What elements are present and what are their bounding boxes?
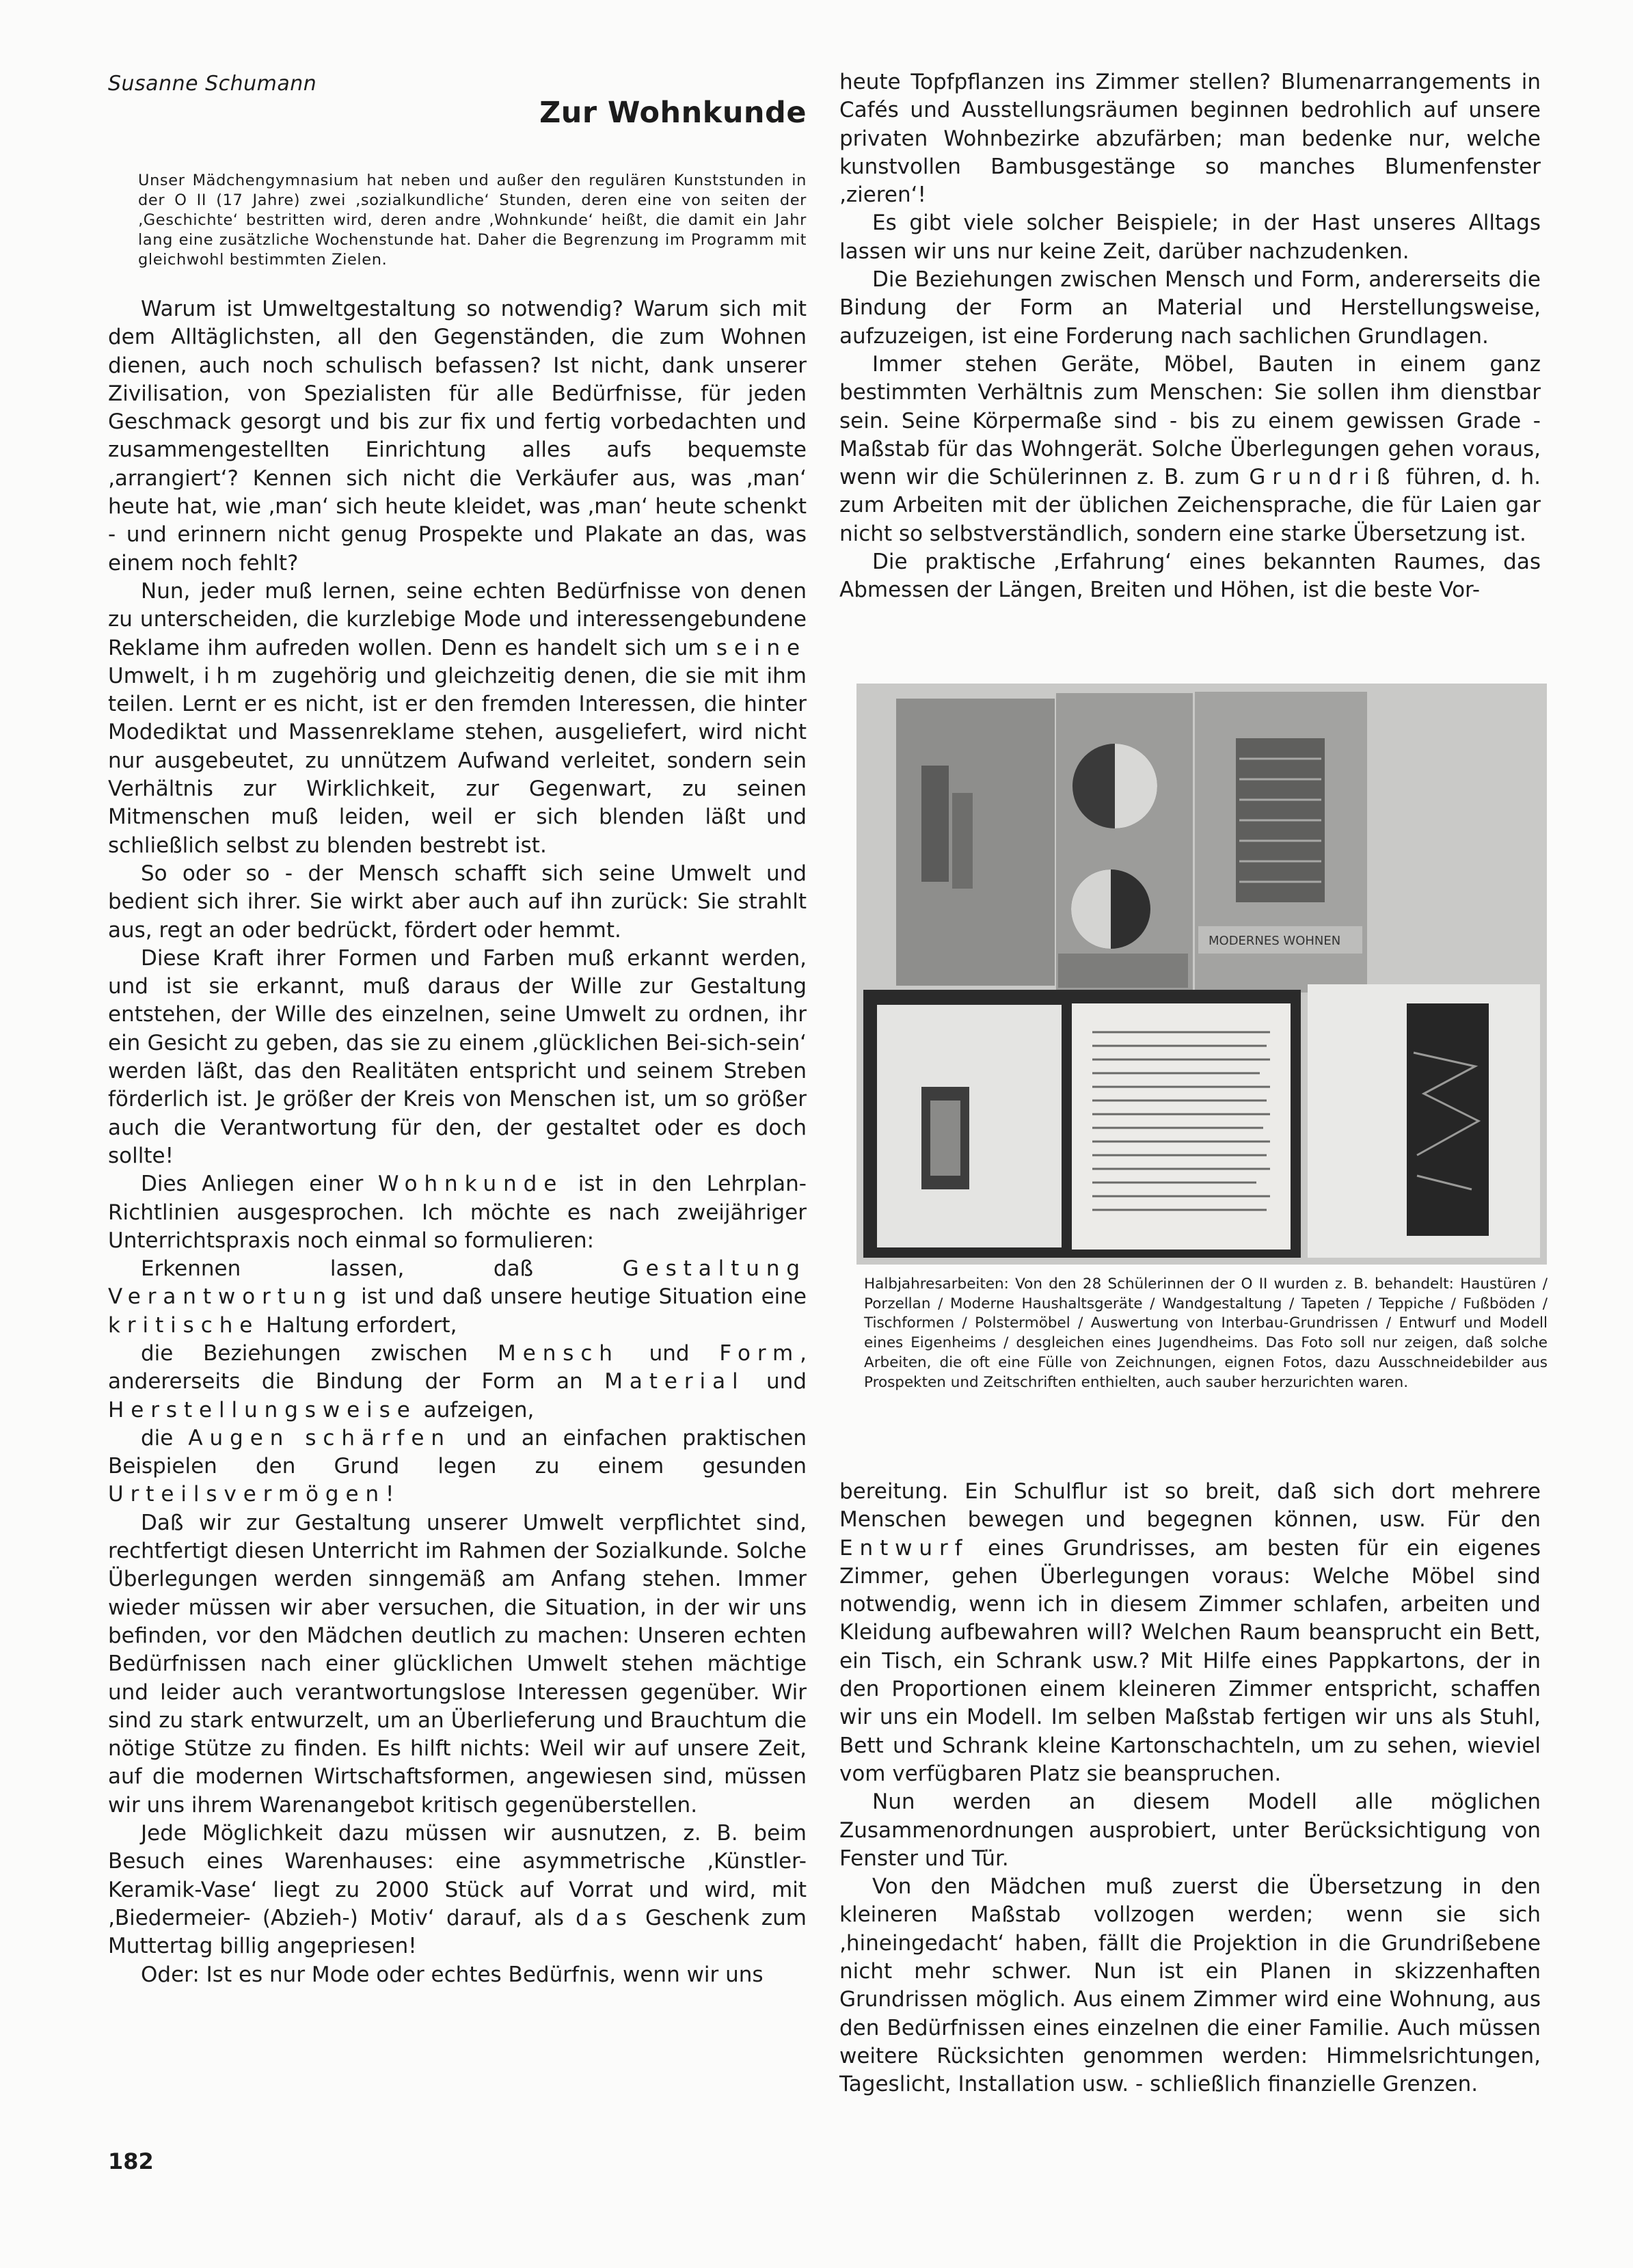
page-number: 182: [108, 2148, 154, 2174]
paragraph: Dies Anliegen einer Wohnkunde ist in den Lehrplan-Richtlinien ausgesprochen. Ich möchte es nach zweijähriger Unterrichtspraxis noch einmal so formulieren:: [108, 1172, 807, 1253]
article-title: Zur Wohnkunde: [539, 96, 807, 130]
right-body-text-top: [839, 68, 1541, 605]
left-body-text: [108, 295, 807, 1989]
paragraph: Daß wir zur Gestaltung unserer Umwelt verpflichtet sind, rechtfertigt diesen Unterricht im Rahmen der Sozialkunde. Solche Überlegungen werden sinngemäß am Anfang stehen. Immer wieder müssen wir aber versuchen, die Situation, in der wir uns befinden, vor den Mädchen deutlich zu machen: Unseren echten Bedürfnissen nach einer glücklichen Umwelt stehen mächtige und leider auch verantwortungslose Interessen gegenüber. Wir sind zu stark entwurzelt, um an Überlieferung und Brauchtum die nötige Stütze zu finden. Es hilft nichts: Weil wir auf unsere Zeit, auf die modernen Wirtschaftsformen, angewiesen sind, müssen wir uns ihrem Warenangebot kritisch gegenüberstellen.: [108, 1510, 807, 1818]
paragraph: Es gibt viele solcher Beispiele; in der Hast unseres Alltags lassen wir uns nur keine Zeit, darüber nachzudenken.: [839, 211, 1541, 264]
intro-paragraph: Unser Mädchengymnasium hat neben und außer den regulären Kunststunden in der O II (17 Jahre) zwei ‚sozialkundliche‘ Stunden, deren eine von seiten der ‚Geschichte‘ bestritten wird, deren andre ‚Wohnkunde‘ heißt, die damit ein Jahr lang eine zusätzliche Wochenstunde hat. Daher die Begrenzung im Programm mit gleichwohl bestimmten Zielen.: [138, 172, 807, 269]
paragraph: die Augen schärfen und an einfachen praktischen Beispielen den Grund legen zu einem gesunden Urteilsvermögen!: [108, 1425, 807, 1507]
folder-middle: [1056, 693, 1193, 994]
paragraph: Nun werden an diesem Modell alle möglichen Zusammenordnungen ausprobiert, unter Berücksichtigung von Fenster und Tür.: [839, 1790, 1541, 1871]
paragraph: Die Beziehungen zwischen Mensch und Form, andererseits die Bindung der Form an Material und Herstellungsweise, aufzuzeigen, ist eine Forderung nach sachlichen Grundlagen.: [839, 267, 1541, 349]
folder-left: [896, 699, 1055, 986]
paragraph: Oder: Ist es nur Mode oder echtes Bedürfnis, wenn wir uns: [141, 1962, 764, 1987]
photo-caption: Halbjahresarbeiten: Von den 28 Schülerinnen der O II wurden z. B. behandelt: Haustüren / Porzellan / Moderne Haushaltsgeräte / Wandgestaltung / Tapeten / Teppiche / Fußböden / Tischformen / Polstermöbel / Auswertung von Interbau-Grundrissen / Entwurf und Modell eines Eigenheims / desgleichen eines Jugendheims. Das Foto soll nur zeigen, daß solche Arbeiten, die oft eine Fülle von Zeichnungen, eignen Fotos, dazu Ausschneidebilder aus Prospekten und Zeitschriften enthielten, auch sauber herzurichten waren.: [864, 1275, 1548, 1391]
paragraph: So oder so - der Mensch schafft sich seine Umwelt und bedient sich ihrer. Sie wirkt aber auch auf ihn zurück: Sie strahlt aus, regt an oder bedrückt, fördert oder hemmt.: [108, 861, 807, 943]
paragraph: Von den Mädchen muß zuerst die Übersetzung in den kleineren Maßstab vollzogen werden; wenn sie sich ‚hineingedacht‘ haben, fällt die Projektion in die Grundrißebene nicht mehr schwer. Nun ist ein Planen in skizzenhaften Grundrissen möglich. Aus einem Zimmer wird eine Wohnung, aus den Bedürfnissen eines einzelnen die einer Familie. Auch müssen weitere Rücksichten genommen werden: Himmelsrichtungen, Tageslicht, Installation usw. - schließlich finanzielle Grenzen.: [839, 1874, 1541, 2097]
paragraph: Jede Möglichkeit dazu müssen wir ausnutzen, z. B. beim Besuch eines Warenhauses: eine asymmetrische ‚Künstler-Keramik-Vase‘ liegt zu 2000 Stück auf Vorrat und wird, mit ‚Biedermeier- (Abzieh-) Motiv‘ darauf, als das Geschenk zum Muttertag billig angepriesen!: [108, 1821, 807, 1959]
right-body-text-bottom: [839, 1478, 1541, 2099]
author-name: Susanne Schumann: [108, 72, 317, 96]
paragraph: die Beziehungen zwischen Mensch und Form, andererseits die Bindung der Form an Material und Herstellungsweise aufzeigen,: [108, 1340, 807, 1422]
paragraph: Immer stehen Geräte, Möbel, Bauten in einem ganz bestimmten Verhältnis zum Menschen: Sie sollen ihm dienstbar sein. Seine Körpermaße sind - bis zu einem gewissen Grade - Maßstab für das Wohngerät. Solche Überlegungen gehen voraus, wenn wir die Schülerinnen z. B. zum Grundriß führen, d. h. zum Arbeiten mit der üblichen Zeichensprache, die für Laien gar nicht so selbstverständlich, sondern eine starke Übersetzung ist.: [839, 351, 1541, 546]
paragraph: heute Topfpflanzen ins Zimmer stellen? Blumenarrangements in Cafés und Ausstellungsräumen beginnen bedrohlich auf unsere privaten Wohnbezirke abzufärben; man bedenke nur, welche kunstvollen Bambusgestänge so manches Blumenfenster ‚zieren‘!: [839, 70, 1541, 208]
paragraph: bereitung. Ein Schulflur ist so breit, daß sich dort mehrere Menschen bewegen und begegnen können, usw. Für den Entwurf eines Grundrisses, am besten für ein eigenes Zimmer, gehen Überlegungen voraus: Welche Möbel sind notwendig, wenn ich in diesem Zimmer schlafen, arbeiten und Kleidung aufbewahren will? Welchen Raum beansprucht ein Bett, ein Tisch, ein Schrank usw.? Mit Hilfe eines Pappkartons, der in den Proportionen einem kleineren Zimmer entspricht, schaffen wir uns ein Modell. Im selben Maßstab fertigen wir uns als Stuhl, Bett und Schrank kleine Kartonschachteln, um zu sehen, wieviel vom verfügbaren Platz sie beanspruchen.: [839, 1479, 1541, 1786]
paragraph: Nun, jeder muß lernen, seine echten Bedürfnisse von denen zu unterscheiden, die kurzlebige Mode und interessengebundene Reklame ihm aufreden wollen. Denn es handelt sich um seine Umwelt, ihm zugehörig und gleichzeitig denen, die sie mit ihm teilen. Lernt er es nicht, ist er den fremden Interessen, die hinter Modediktat und Massenreklame stehen, ausgeliefert, wird nicht nur ausgebeutet, zu unnützem Aufwand verleitet, sondern sein Verhältnis zur Wirklichkeit, zur Gegenwart, zu seinen Mitmenschen muß leiden, weil er sich blenden läßt und schließlich selbst zu blenden bestrebt ist.: [108, 578, 807, 858]
paragraph: Erkennen lassen, daß Gestaltung Verantwortung ist und daß unsere heutige Situation eine kritische Haltung erfordert,: [108, 1256, 807, 1338]
folder-cover-label: MODERNES WOHNEN: [1209, 934, 1341, 948]
photo-folders-and-books: [856, 684, 1547, 1265]
paragraph: Die praktische ‚Erfahrung‘ eines bekannten Raumes, das Abmessen der Längen, Breiten und Höhen, ist die beste Vor-: [839, 550, 1541, 603]
paragraph: Warum ist Umweltgestaltung so notwendig? Warum sich mit dem Alltäglichsten, all den Gegenständen, die zum Wohnen dienen, auch noch schulisch befassen? Ist nicht, dank unserer Zivilisation, von Spezialisten für alle Bedürfnisse, für jeden Geschmack gesorgt und bis zur fix und fertig vorbedachten und zusammengestellten Einrichtung alles aufs bequemste ‚arrangiert‘? Kennen sich nicht die Verkäufer aus, was ‚man‘ heute hat, wie ‚man‘ sich heute kleidet, was ‚man‘ heute schenkt - und erinnern nicht genug Prospekte und Plakate an das, was einem noch fehlt?: [108, 297, 807, 576]
paragraph: Diese Kraft ihrer Formen und Farben muß erkannt werden, und ist sie erkannt, muß daraus der Wille zur Gestaltung entstehen, der Wille des einzelnen, seine Umwelt zu ordnen, ihr ein Gesicht zu geben, das sie zu einem ‚glücklichen Bei-sich-sein‘ werden läßt, das den Realitäten entspricht und seinem Streben förderlich ist. Je größer der Kreis von Menschen ist, um so größer auch die Verantwortung für den, der gestaltet oder es doch sollte!: [108, 945, 807, 1168]
